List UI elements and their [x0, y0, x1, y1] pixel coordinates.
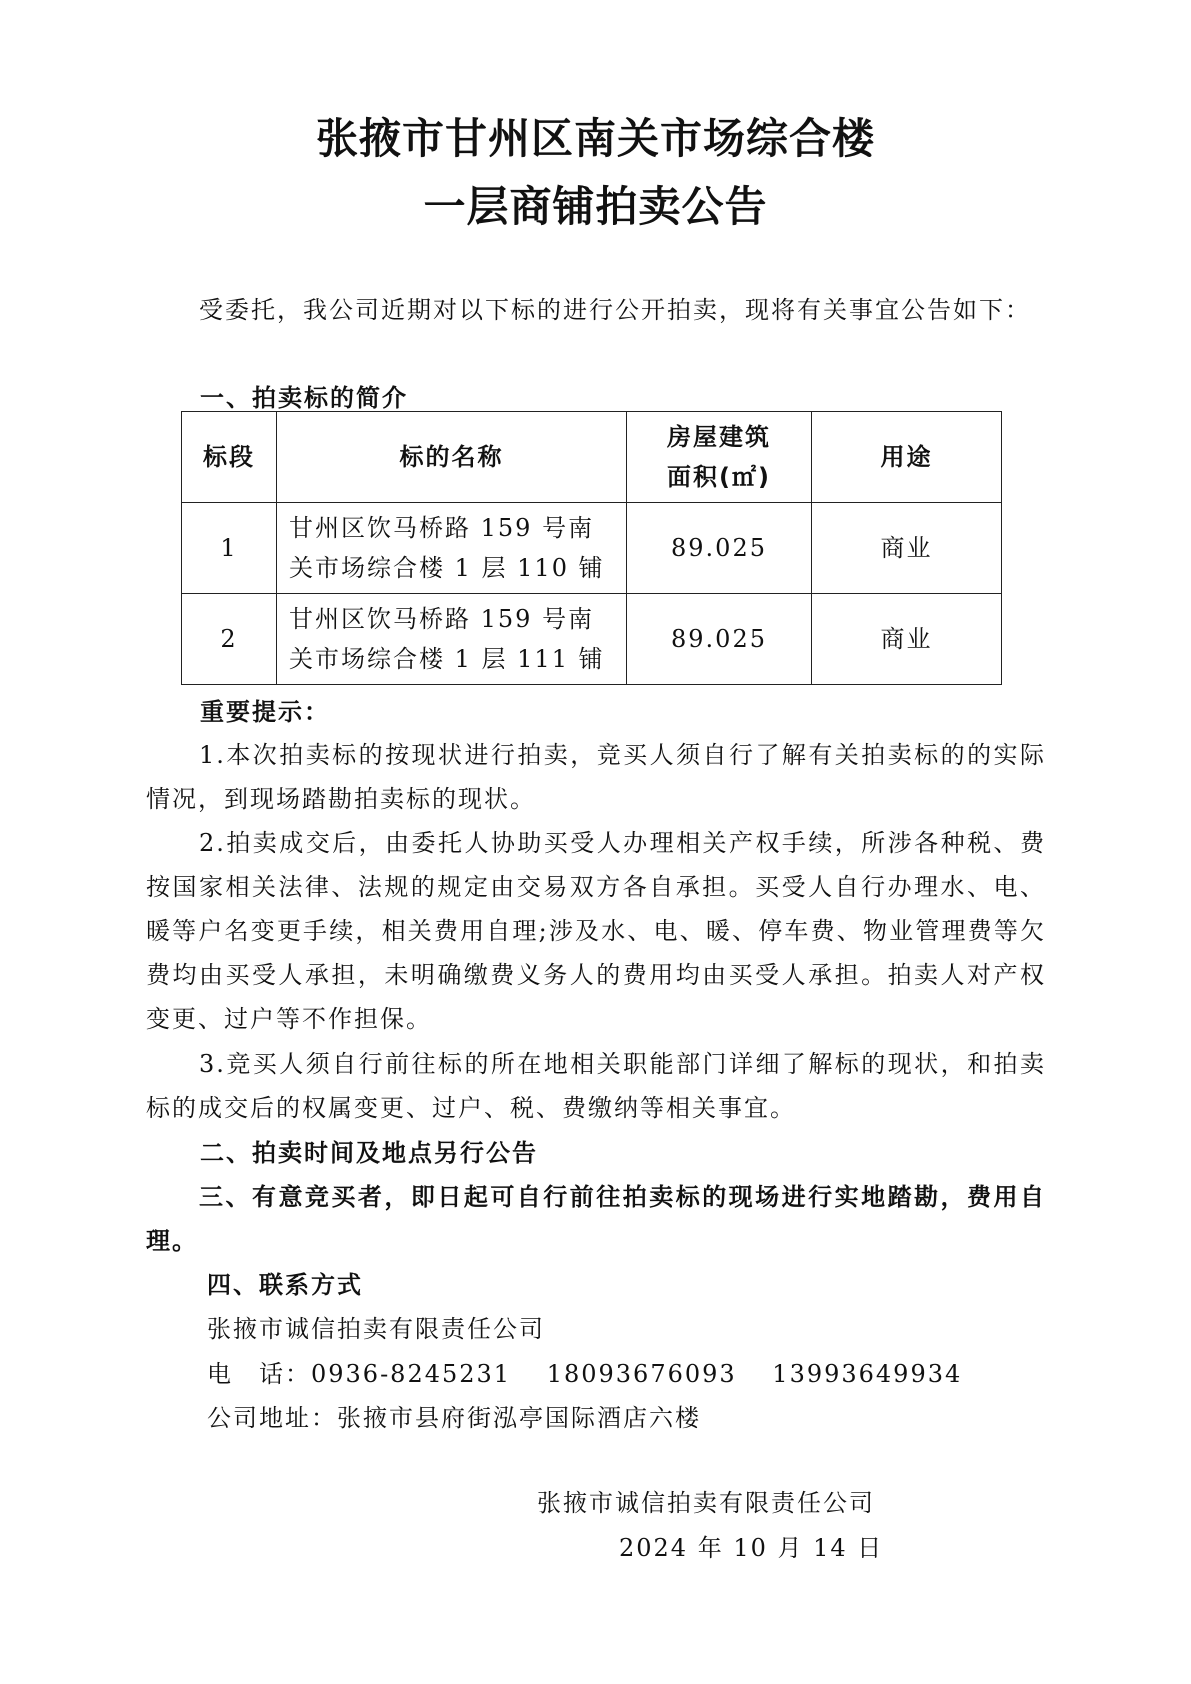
signature-company: 张掖市诚信拍卖有限责任公司	[537, 1489, 875, 1517]
cell-area: 89.025	[627, 594, 812, 685]
cell-use: 商业	[812, 503, 1002, 594]
table-header-row	[182, 412, 1002, 503]
title-line-2: 一层商铺拍卖公告	[423, 182, 768, 231]
header-use: 用途	[812, 412, 1002, 503]
header-area-text: 房屋建筑面积(㎡)	[667, 423, 771, 491]
contact-company: 张掖市诚信拍卖有限责任公司	[207, 1315, 545, 1343]
cell-name: 甘州区饮马桥路 159 号南关市场综合楼 1 层 111 铺	[277, 594, 627, 685]
contact-phone: 电 话：0936-8245231 18093676093 13993649934	[207, 1360, 963, 1388]
notice-item-2: 2.拍卖成交后，由委托人协助买受人办理相关产权手续，所涉各种税、费按国家相关法律、法规的规定由交易双方各自承担。买受人自行办理水、电、暖等户名变更手续，相关费用自理;涉及水、电、暖、停车费、物业管理费等欠费均由买受人承担，未明确缴费义务人的费用均由买受人承担。拍卖人对产权变更、过户等不作担保。	[146, 829, 1046, 1033]
header-name: 标的名称	[277, 412, 627, 503]
title-line-1: 张掖市甘州区南关市场综合楼	[315, 114, 875, 163]
notice-heading: 重要提示：	[200, 698, 330, 726]
table-row	[182, 594, 1002, 685]
signature-date: 2024 年 10 月 14 日	[619, 1534, 884, 1562]
table-row	[182, 503, 1002, 594]
section2-heading: 二、拍卖时间及地点另行公告	[200, 1139, 538, 1167]
header-lot: 标段	[182, 412, 277, 503]
cell-lot: 2	[182, 594, 277, 685]
section1-heading: 一、拍卖标的简介	[200, 384, 408, 412]
intro-paragraph: 受委托，我公司近期对以下标的进行公开拍卖，现将有关事宜公告如下：	[199, 296, 1031, 324]
section3-heading: 三、有意竞买者，即日起可自行前往拍卖标的现场进行实地踏勘，费用自理。	[146, 1183, 1046, 1255]
cell-lot: 1	[182, 503, 277, 594]
header-area	[627, 412, 812, 503]
section4-heading: 四、联系方式	[207, 1271, 363, 1299]
cell-name: 甘州区饮马桥路 159 号南关市场综合楼 1 层 110 铺	[277, 503, 627, 594]
cell-area: 89.025	[627, 503, 812, 594]
auction-items-table	[181, 411, 1002, 685]
contact-address: 公司地址：张掖市县府街泓亭国际酒店六楼	[207, 1404, 701, 1432]
notice-item-1: 1.本次拍卖标的按现状进行拍卖，竞买人须自行了解有关拍卖标的的实际情况，到现场踏勘拍卖标的现状。	[146, 741, 1046, 813]
cell-use: 商业	[812, 594, 1002, 685]
notice-item-3: 3.竞买人须自行前往标的所在地相关职能部门详细了解标的现状，和拍卖标的成交后的权属变更、过户、税、费缴纳等相关事宜。	[146, 1050, 1046, 1122]
